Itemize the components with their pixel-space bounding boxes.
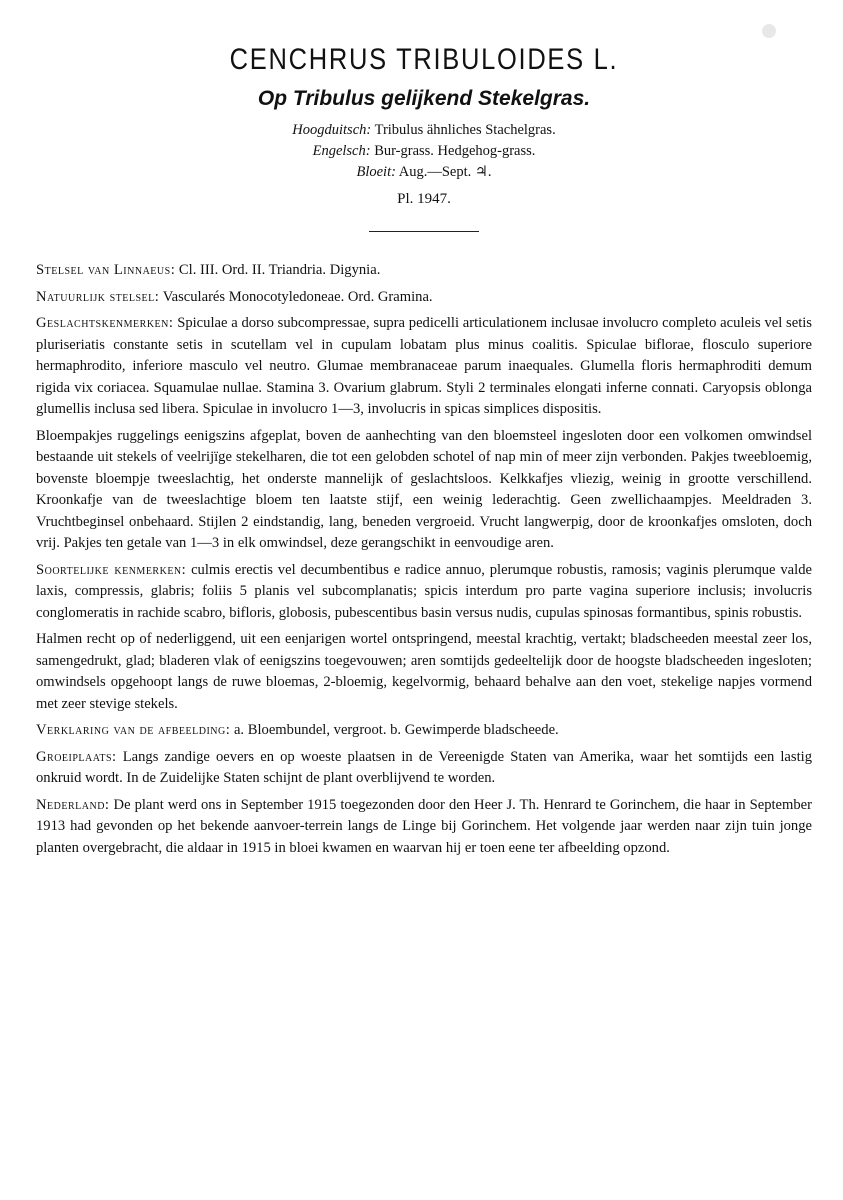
bloom-period: Aug.—Sept. ♃. — [398, 164, 492, 180]
species-characters-latin — [36, 560, 812, 625]
genus-characters-dutch: Bloempakjes ruggelings eenigszins afgeplat, boven de aanhechting van den bloemsteel ingesloten door een volkomen omwindsel bestaande uit stekels of veelrijïge stekelharen, die tot een gelobden schotel of nap min of meer zijn verbonden. Pakjes tweebloemig, bovenste bloempje tweeslachtig, het onderste mannelijk of geslachtsloos. Kelkkafjes vliezig, weinig in grootte verschillend. Kroonkafje van de tweeslachtige bloem ten laatste stijf, een weinig lederachtig. Geen zwellichaampjes. Meeldraden 3. Vruchtbeginsel onbehaard. Stijlen 2 eindstandig, lang, beneden vergroeid. Vrucht langwerpig, door de kroonkafjes omsloten, doch vrij. Pakjes ten getale van 1—3 in elk omwindsel, deze gerangschikt in eenvoudige aren. — [36, 427, 812, 551]
figure-text: a. Bloembundel, vergroot. b. Gewimperde bladscheede. — [233, 722, 559, 738]
english-name-line — [36, 141, 812, 162]
netherlands-text: De plant werd ons in September 1915 toegezonden door den Heer J. Th. Henrard te Gorinchem, die haar in September 1913 had gevonden op het bekende aanvoer-terrein langs de Linge bij Gorinchem. Het volgende jaar werden naar zijn tuin jonge planten overgebracht, die aldaar in 1915 in bloei kwamen en waarvan hij er toen eene ter afbeelding opzond. — [36, 796, 813, 856]
figure-explanation — [36, 720, 812, 742]
netherlands-record — [36, 795, 812, 860]
natural-system — [36, 287, 812, 309]
english-label: Engelsch: — [312, 143, 371, 159]
natural-label: Natuurlijk stelsel: — [36, 288, 160, 305]
habitat — [36, 747, 812, 790]
genus-characters-latin — [36, 313, 812, 421]
habitat-text: Langs zandige oevers en op woeste plaatsen in de Vereenigde Staten van Amerika, waar het somtijds een lastig onkruid wordt. In de Zuidelijke Staten schijnt de plant overblijvend te worden. — [36, 748, 812, 786]
habitat-label: Groeiplaats: — [36, 748, 117, 765]
dutch-name: Op Tribulus gelijkend Stekelgras. — [257, 87, 591, 110]
german-name: Tribulus ähnliches Stachelgras. — [374, 122, 556, 138]
natural-text: Vascularés Monocotyledoneae. Ord. Gramina. — [162, 288, 433, 305]
page — [36, 40, 812, 864]
bloom-line — [36, 162, 812, 183]
plate-number: Pl. 1947. — [397, 191, 451, 207]
linnaeus-system — [36, 260, 812, 282]
species-title: CENCHRUS TRIBULOIDES L. — [229, 43, 619, 76]
german-label: Hoogduitsch: — [292, 122, 372, 138]
species-text: culmis erectis vel decumbentibus e radice annuo, plerumque robustis, ramosis; vaginis plerumque valde laxis, compressis, glabris; foliis 5 planis vel subcomplanatis; spicis interdum pro parte vagina superiore inclusis; involucris conglomeratis in rachide scabro, bifloris, globosis, pubescentibus basin versus nudis, cupulas spinosas formantibus, spinis robustis. — [36, 561, 812, 621]
paper-stain — [762, 24, 776, 38]
english-name: Bur-grass. Hedgehog-grass. — [374, 143, 536, 159]
species-characters-dutch: Halmen recht op of nederliggend, uit een eenjarigen wortel ontspringend, meestal krachtig, vertakt; bladscheeden meestal zeer los, samengedrukt, glad; bladeren vlak of eenigszins toegevouwen; aren somtijds gedeeltelijk door de hoogste bladscheeden ingesloten; omwindsels opgehoopt langs de ruwe bloemas, 2-bloemig, kegelvormig, behaard behalve aan den voet, stekelige napjes vormend met zeer stevige stekels. — [36, 631, 812, 712]
linnaeus-text: Cl. III. Ord. II. Triandria. Digynia. — [178, 262, 381, 278]
species-label: Soortelijke kenmerken: — [36, 561, 187, 578]
bloom-label: Bloeit: — [356, 164, 396, 180]
title-divider — [369, 231, 479, 232]
figure-label: Verklaring van de afbeelding: — [36, 722, 231, 738]
netherlands-label: Nederland: — [36, 796, 110, 813]
genus-label: Geslachtskenmerken: — [36, 315, 174, 331]
genus-text: Spiculae a dorso subcompressae, supra pedicelli articulationem inclusae involucro completo aculeis vel setis pluriseriatis constante setis in scutellam vel in cupulam lobatam plus minus coalitis. Spiculae biflorae, flosculo superiore hermaphrodito, inferiore masculo vel neutro. Glumae membranaceae parum inaequales. Glumella floris hermaphroditi demum rigida vix coriacea. Squamulae nullae. Stamina 3. Ovarium glabrum. Styli 2 terminales elongati inferne connati. Caryopsis oblonga glumellis inclusa sed libera. Spiculae in involucro 1—3, involucris in spicas simplices dispositis. — [36, 315, 812, 417]
linnaeus-label: Stelsel van Linnaeus: — [36, 262, 176, 278]
german-name-line — [36, 120, 812, 141]
